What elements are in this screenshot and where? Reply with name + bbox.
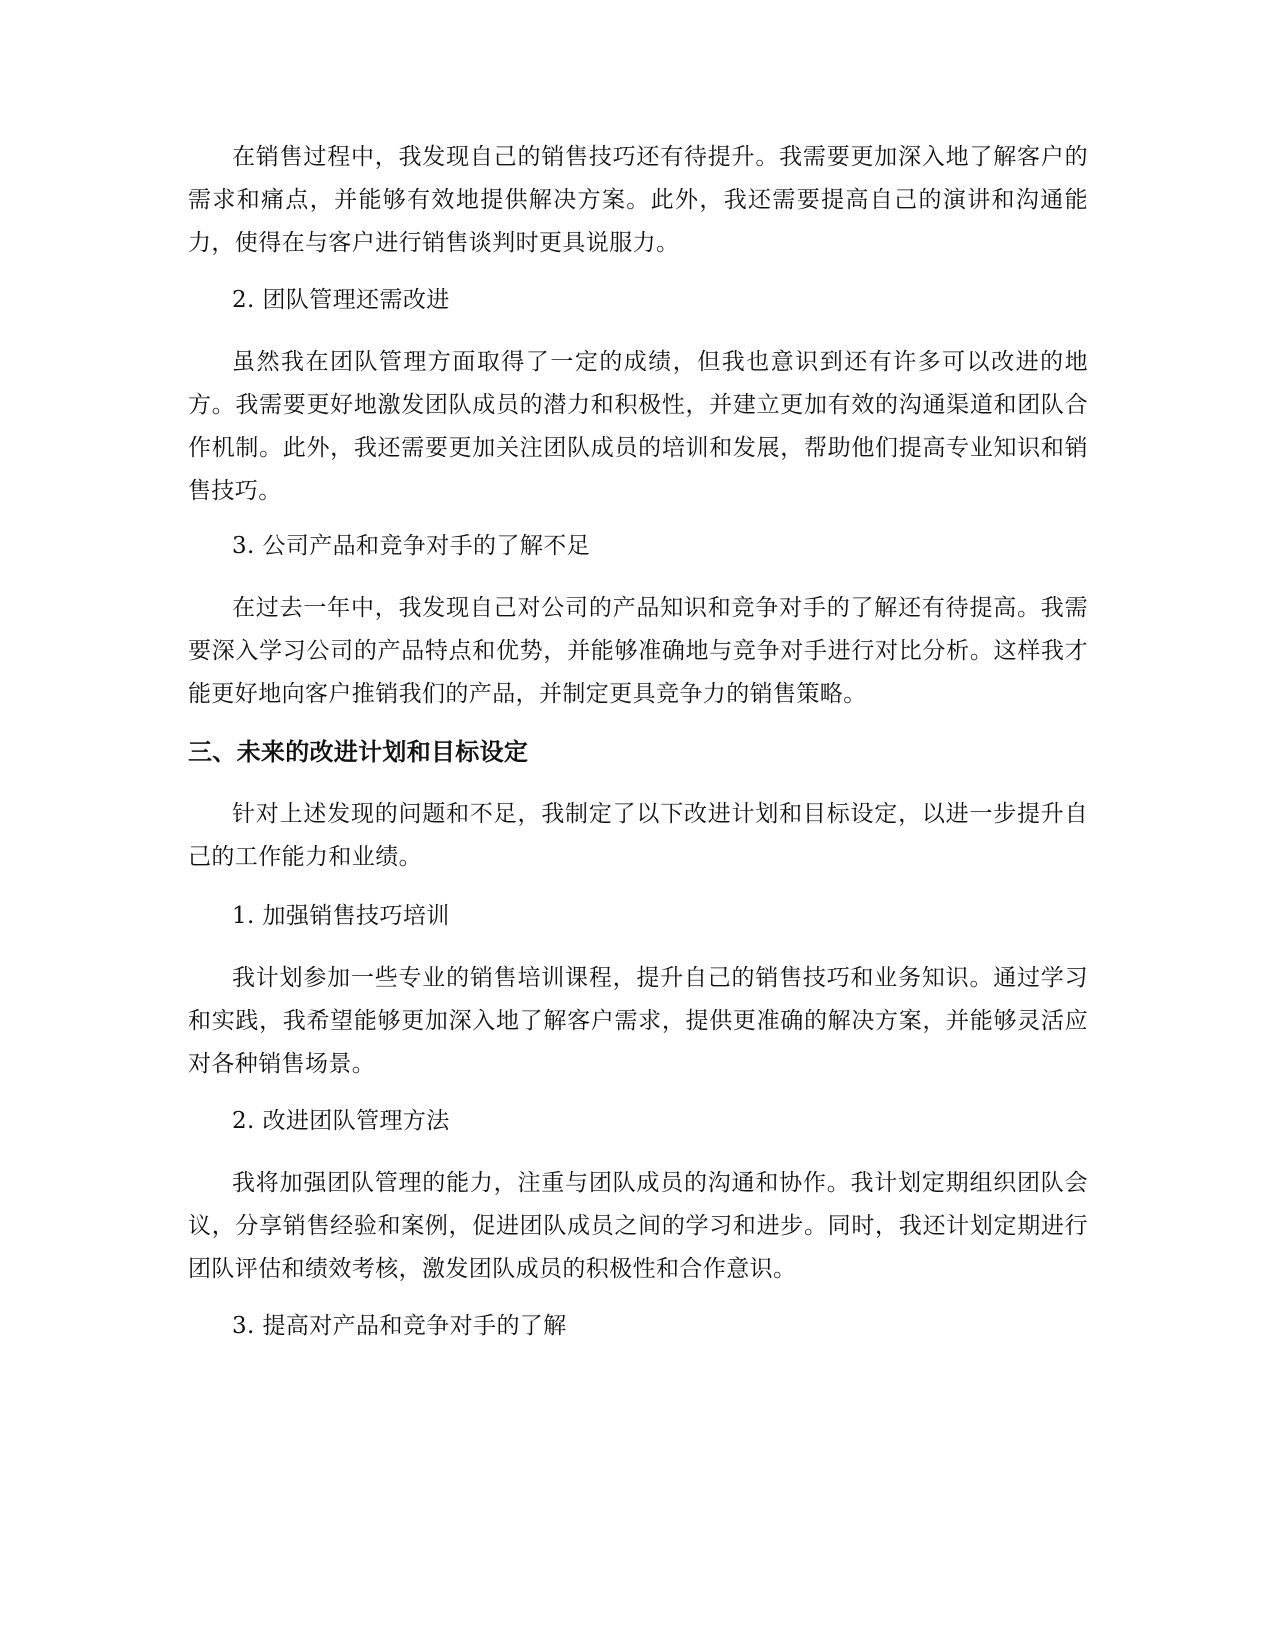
paragraph-plan-intro: 针对上述发现的问题和不足，我制定了以下改进计划和目标设定，以进一步提升自己的工作能力和业绩。 bbox=[188, 801, 1088, 870]
paragraph-sales-skills: 在销售过程中，我发现自己的销售技巧还有待提升。我需要更加深入地了解客户的需求和痛点，并能够有效地提供解决方案。此外，我还需要提高自己的演讲和沟通能力，使得在与客户进行销售谈判时更具说服力。 bbox=[188, 144, 1088, 256]
paragraph-sales-training: 我计划参加一些专业的销售培训课程，提升自己的销售技巧和业务知识。通过学习和实践，我希望能够更加深入地了解客户需求，提供更准确的解决方案，并能够灵活应对各种销售场景。 bbox=[188, 965, 1088, 1077]
list-item-team-method: 2. 改进团队管理方法 bbox=[232, 1108, 450, 1134]
paragraph-team-method: 我将加强团队管理的能力，注重与团队成员的沟通和协作。我计划定期组织团队会议，分享销售经验和案例，促进团队成员之间的学习和进步。同时，我还计划定期进行团队评估和绩效考核，激发团队成员的积极性和合作意识。 bbox=[188, 1170, 1088, 1282]
document-page bbox=[188, 0, 1088, 1650]
list-item-product-knowledge: 3. 公司产品和竞争对手的了解不足 bbox=[232, 533, 591, 559]
section-heading: 三、未来的改进计划和目标设定 bbox=[188, 738, 529, 766]
paragraph-team-management: 虽然我在团队管理方面取得了一定的成绩，但我也意识到还有许多可以改进的地方。我需要更好地激发团队成员的潜力和积极性，并建立更加有效的沟通渠道和团队合作机制。此外，我还需要更加关注团队成员的培训和发展，帮助他们提高专业知识和销售技巧。 bbox=[188, 349, 1088, 504]
list-item-sales-training: 1. 加强销售技巧培训 bbox=[232, 903, 450, 929]
list-item-improve-understanding: 3. 提高对产品和竞争对手的了解 bbox=[232, 1313, 567, 1339]
paragraph-product-knowledge: 在过去一年中，我发现自己对公司的产品知识和竞争对手的了解还有待提高。我需要深入学习公司的产品特点和优势，并能够准确地与竞争对手进行对比分析。这样我才能更好地向客户推销我们的产品，并制定更具竞争力的销售策略。 bbox=[188, 595, 1088, 707]
list-item-team-management: 2. 团队管理还需改进 bbox=[232, 287, 450, 313]
